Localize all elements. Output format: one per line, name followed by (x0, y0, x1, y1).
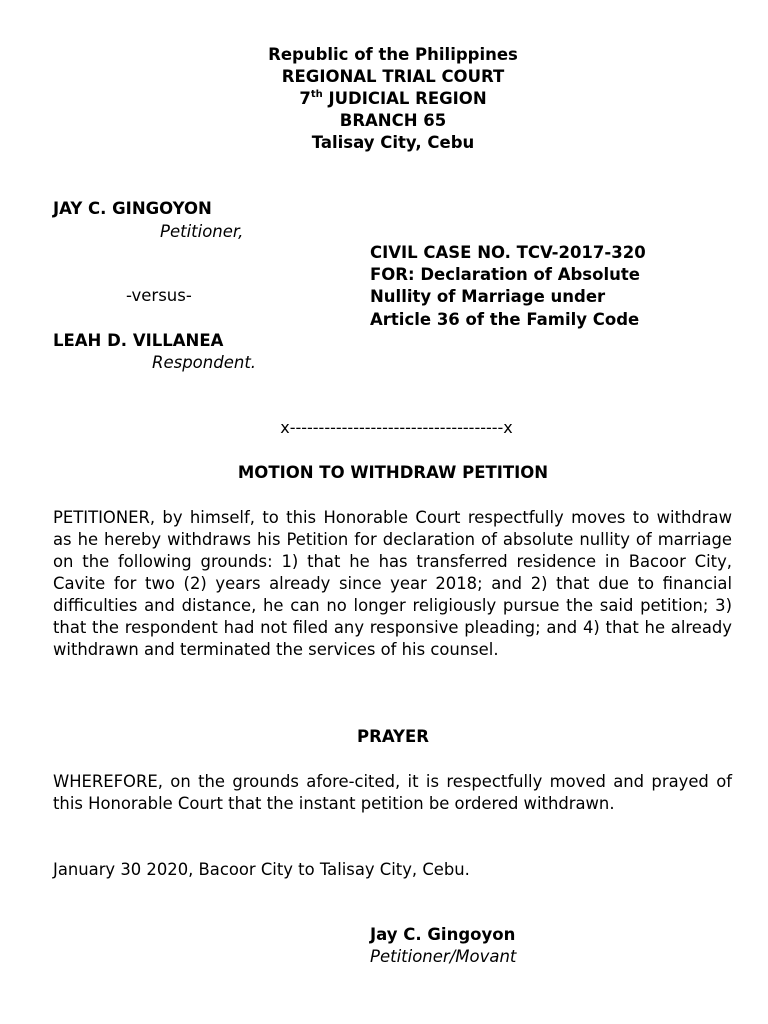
respondent-name: LEAH D. VILLANEA (53, 331, 224, 350)
case-subject-line-1: FOR: Declaration of Absolute (370, 265, 640, 284)
motion-body-paragraph: PETITIONER, by himself, to this Honorable Court respectfully moves to withdraw as he hereby withdraws his Petition for declaration of absolute nullity of marriage on the following grounds: 1) that he has transferred residence in Bacoor City, Cavite for two (2) years already since year 2018; and 2) that due to financial difficulties and distance, he can no longer religiously pursue the said petition; 3) that the respondent had not filed any responsive pleading; and 4) that he already withdrawn and terminated the services of his counsel. (53, 508, 732, 659)
versus-label: -versus- (126, 286, 192, 305)
petitioner-name: JAY C. GINGOYON (53, 199, 212, 218)
respondent-role: Respondent. (152, 353, 257, 372)
signatory-role: Petitioner/Movant (370, 947, 517, 966)
judicial-region: 7th JUDICIAL REGION (299, 89, 487, 108)
branch-line: BRANCH 65 (339, 111, 447, 130)
case-number: CIVIL CASE NO. TCV-2017-320 (370, 243, 646, 262)
prayer-paragraph: WHEREFORE, on the grounds afore-cited, it is respectfully moved and prayed of this Honorable Court that the instant petition be ordered withdrawn. (53, 772, 732, 813)
case-subject-line-2: Nullity of Marriage under (370, 287, 606, 306)
court-header (0, 44, 768, 154)
court-location: Talisay City, Cebu (311, 133, 475, 152)
signatory-name: Jay C. Gingoyon (370, 925, 516, 944)
caption-separator: x-------------------------------------x (280, 418, 513, 437)
motion-title: MOTION TO WITHDRAW PETITION (237, 463, 549, 482)
court-name: REGIONAL TRIAL COURT (281, 67, 505, 86)
case-subject-line-3: Article 36 of the Family Code (370, 310, 640, 329)
prayer-heading: PRAYER (357, 727, 429, 746)
date-place-line: January 30 2020, Bacoor City to Talisay City, Cebu. (53, 860, 470, 879)
petitioner-role: Petitioner, (160, 222, 244, 241)
republic-line: Republic of the Philippines (268, 45, 518, 64)
